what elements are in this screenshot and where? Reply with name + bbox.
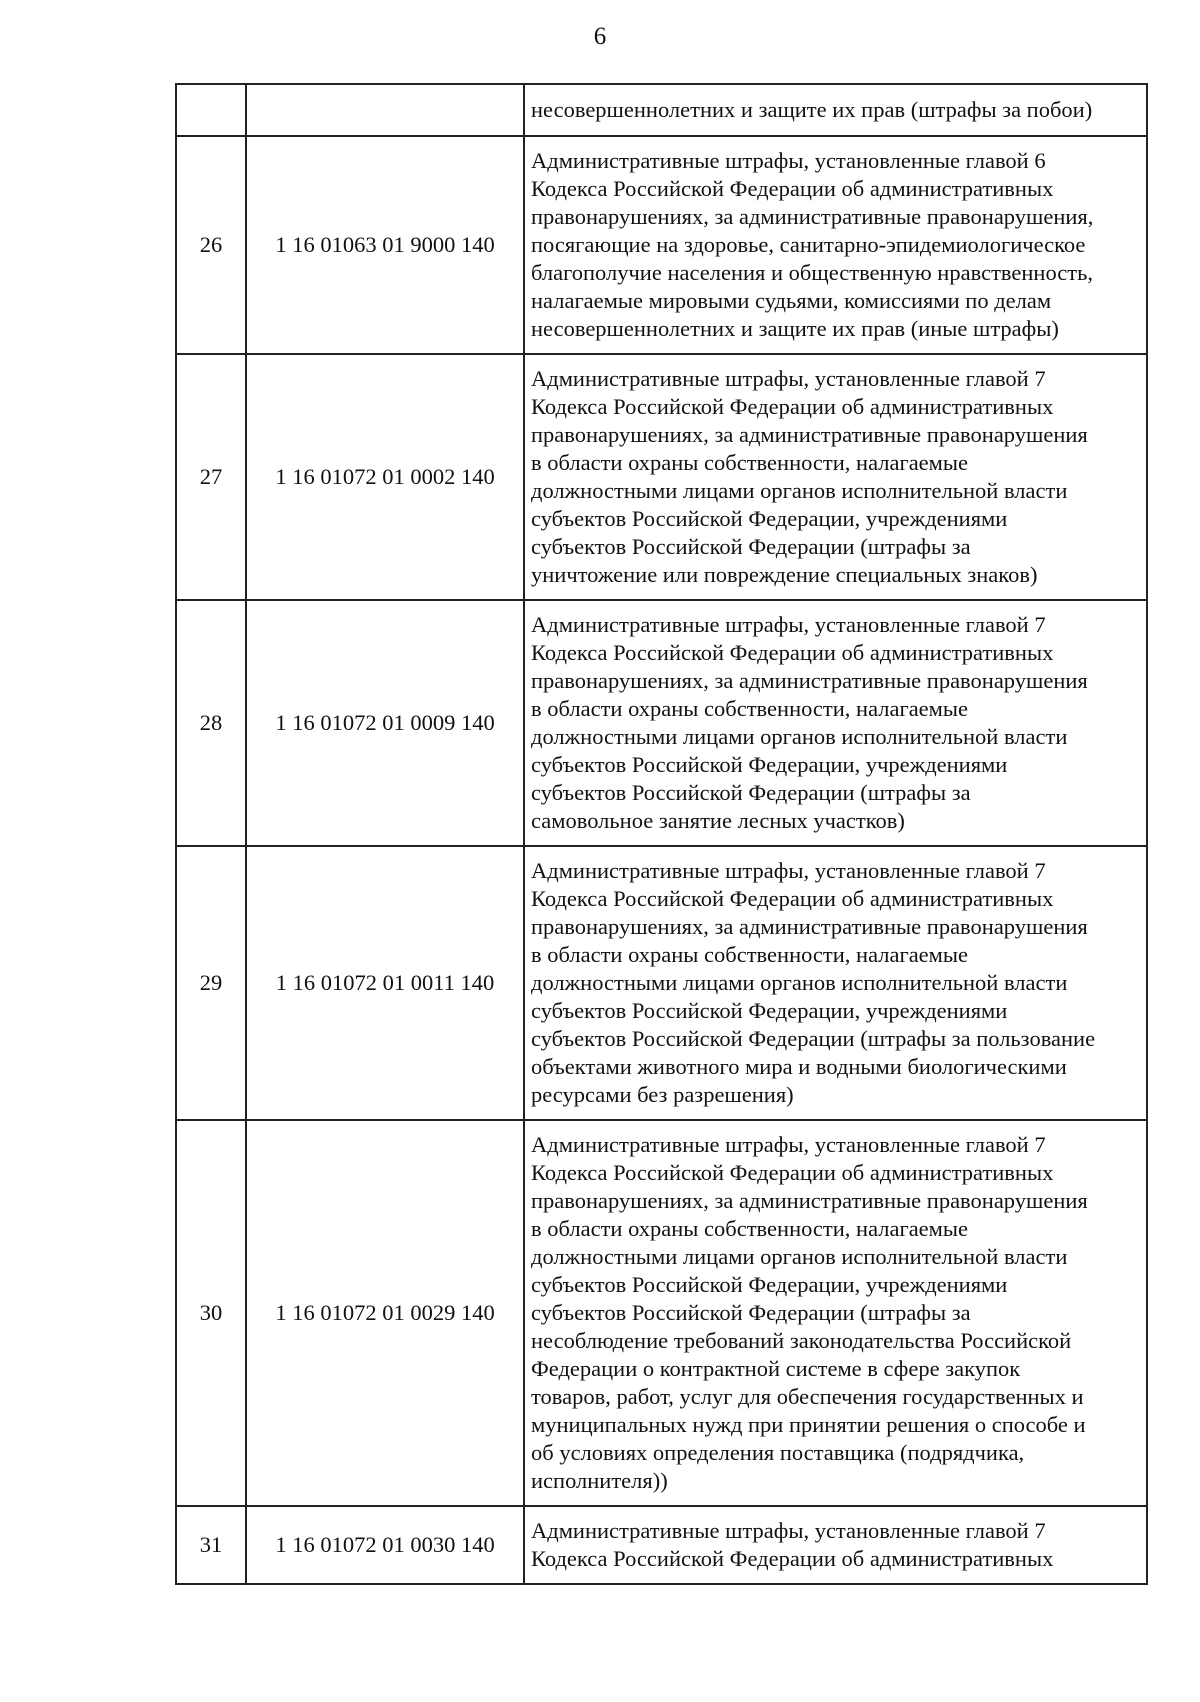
table-row [176,600,1147,846]
code-cell [246,84,524,136]
table-row [176,1506,1147,1584]
description-cell: Административные штрафы, установленные главой 7 Кодекса Российской Федерации об административных правонарушениях, за административные правонарушения в области охраны собственности, налагаемые должностными лицами органов исполнительной власти субъектов Российской Федерации, учреждениями субъектов Российской Федерации (штрафы за пользование объектами животного мира и водными биологическими ресурсами без разрешения) [524,846,1147,1120]
code-cell: 1 16 01072 01 0029 140 [246,1120,524,1506]
code-cell: 1 16 01072 01 0002 140 [246,354,524,600]
table-row [176,354,1147,600]
code-cell: 1 16 01072 01 0009 140 [246,600,524,846]
description-cell: Административные штрафы, установленные главой 7 Кодекса Российской Федерации об административных [524,1506,1147,1584]
description-cell: Административные штрафы, установленные главой 6 Кодекса Российской Федерации об административных правонарушениях, за административные правонарушения, посягающие на здоровье, санитарно-эпидемиологическое благополучие населения и общественную нравственность, налагаемые мировыми судьями, комиссиями по делам несовершеннолетних и защите их прав (иные штрафы) [524,136,1147,354]
table-row [176,1120,1147,1506]
code-cell: 1 16 01063 01 9000 140 [246,136,524,354]
page-number: 6 [593,23,607,50]
description-cell: Административные штрафы, установленные главой 7 Кодекса Российской Федерации об административных правонарушениях, за административные правонарушения в области охраны собственности, налагаемые должностными лицами органов исполнительной власти субъектов Российской Федерации, учреждениями субъектов Российской Федерации (штрафы за уничтожение или повреждение специальных знаков) [524,354,1147,600]
row-number-cell: 26 [176,136,246,354]
description-cell: несовершеннолетних и защите их прав (штрафы за побои) [524,84,1147,136]
table-row [176,136,1147,354]
row-number-cell [176,84,246,136]
row-number-cell: 29 [176,846,246,1120]
code-cell: 1 16 01072 01 0030 140 [246,1506,524,1584]
row-number-cell: 28 [176,600,246,846]
row-number-cell: 31 [176,1506,246,1584]
row-number-cell: 27 [176,354,246,600]
table-row-continuation [176,84,1147,136]
description-cell: Административные штрафы, установленные главой 7 Кодекса Российской Федерации об административных правонарушениях, за административные правонарушения в области охраны собственности, налагаемые должностными лицами органов исполнительной власти субъектов Российской Федерации, учреждениями субъектов Российской Федерации (штрафы за несоблюдение требований законодательства Российской Федерации о контрактной системе в сфере закупок товаров, работ, услуг для обеспечения государственных и муниципальных нужд при принятии решения о способе и об условиях определения поставщика (подрядчика, исполнителя)) [524,1120,1147,1506]
table-row [176,846,1147,1120]
row-number-cell: 30 [176,1120,246,1506]
fines-table [175,83,1148,1585]
code-cell: 1 16 01072 01 0011 140 [246,846,524,1120]
description-cell: Административные штрафы, установленные главой 7 Кодекса Российской Федерации об административных правонарушениях, за административные правонарушения в области охраны собственности, налагаемые должностными лицами органов исполнительной власти субъектов Российской Федерации, учреждениями субъектов Российской Федерации (штрафы за самовольное занятие лесных участков) [524,600,1147,846]
